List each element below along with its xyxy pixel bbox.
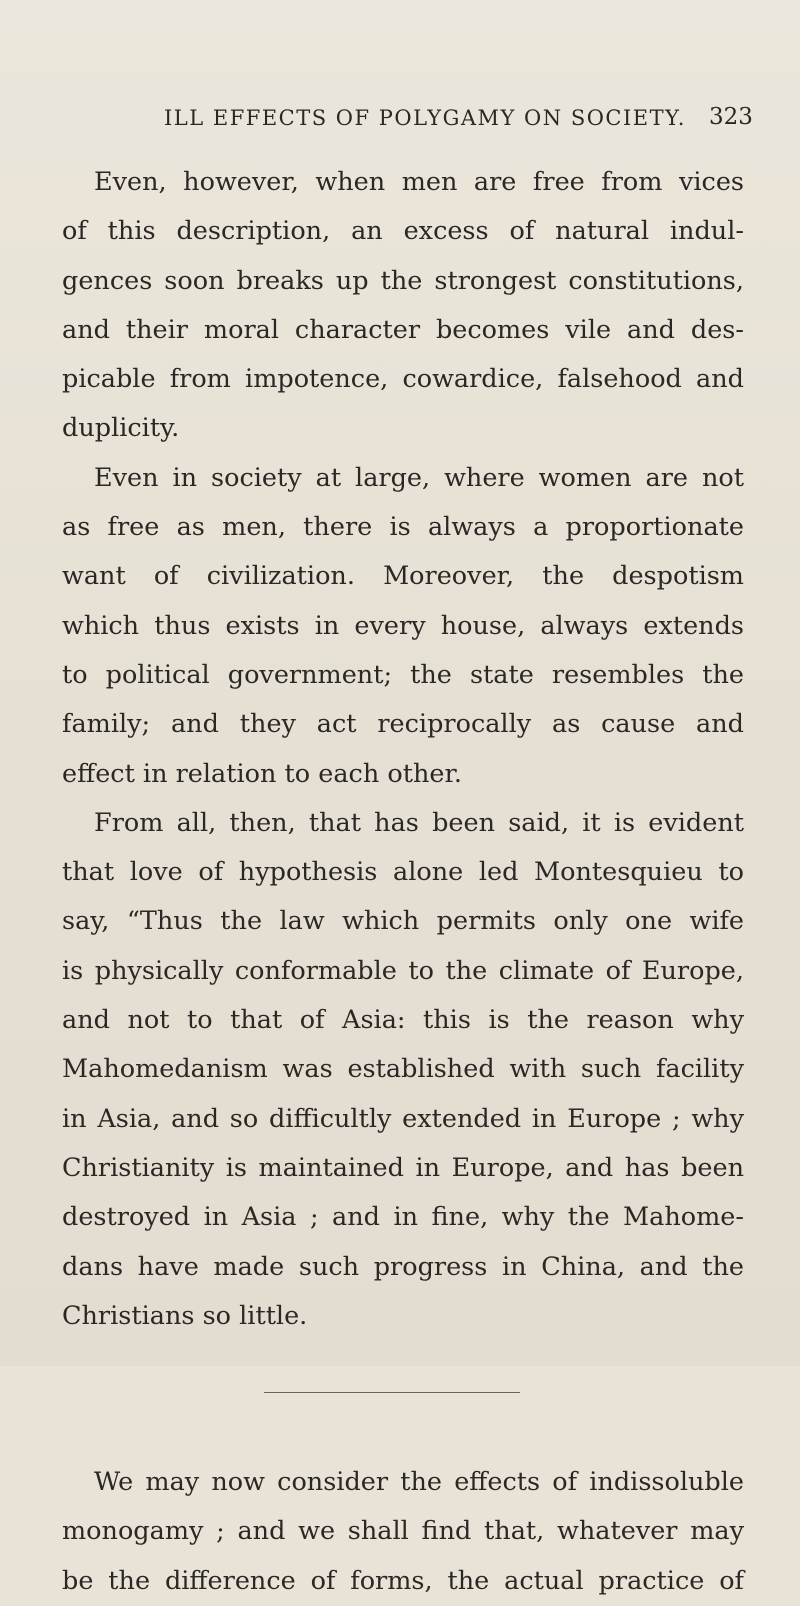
text-line: to political government; the state resembles the <box>62 659 744 690</box>
text-line: Even, however, when men are free from vices <box>94 167 744 197</box>
section-divider <box>264 1392 520 1393</box>
text-line: Even in society at large, where women are not <box>94 462 744 493</box>
text-line: effect in relation to each other. <box>62 758 462 789</box>
paragraph <box>62 1458 744 1606</box>
text-line: as free as men, there is always a proportionate <box>62 512 744 543</box>
text-line: and their moral character becomes vile and des- <box>62 314 744 345</box>
text-line: gences soon breaks up the strongest constitutions, <box>62 265 744 296</box>
text-line: We may now consider the effects of indissoluble <box>94 1467 744 1498</box>
paragraph <box>62 158 744 454</box>
text-line: that love of hypothesis alone led Montesquieu to <box>62 857 744 888</box>
text-line: picable from impotence, cowardice, falsehood and <box>62 364 744 395</box>
text-line: duplicity. <box>62 413 180 444</box>
text-line: is physically conformable to the climate of Europe, <box>62 955 744 986</box>
body-text <box>62 158 744 1606</box>
text-line: From all, then, that has been said, it is evident <box>94 807 744 838</box>
text-line: Christians so little. <box>62 1300 308 1331</box>
page-number: 323 <box>709 104 753 130</box>
running-header <box>0 106 800 136</box>
running-title: ILL EFFECTS OF POLYGAMY ON SOCIETY. <box>164 106 686 130</box>
text-line: Christianity is maintained in Europe, and has been <box>62 1152 744 1183</box>
text-line: want of civilization. Moreover, the despotism <box>62 561 744 592</box>
text-line: destroyed in Asia ; and in fine, why the Mahome- <box>62 1202 744 1233</box>
text-line: Mahomedanism was established with such facility <box>62 1054 744 1085</box>
text-line: be the difference of forms, the actual practice of <box>62 1565 744 1596</box>
text-line: which thus exists in every house, always extends <box>62 610 744 641</box>
paragraph <box>62 799 744 1341</box>
text-line: say, “Thus the law which permits only one wife <box>62 906 744 937</box>
text-line: family; and they act reciprocally as cause and <box>62 709 744 740</box>
text-line: monogamy ; and we shall find that, whatever may <box>62 1516 744 1547</box>
text-line: of this description, an excess of natural indul- <box>62 216 744 247</box>
text-line: and not to that of Asia: this is the reason why <box>62 1005 744 1036</box>
paragraph <box>62 454 744 799</box>
text-line: dans have made such progress in China, and the <box>62 1251 744 1282</box>
text-line: in Asia, and so difficultly extended in Europe ; why <box>62 1103 744 1134</box>
